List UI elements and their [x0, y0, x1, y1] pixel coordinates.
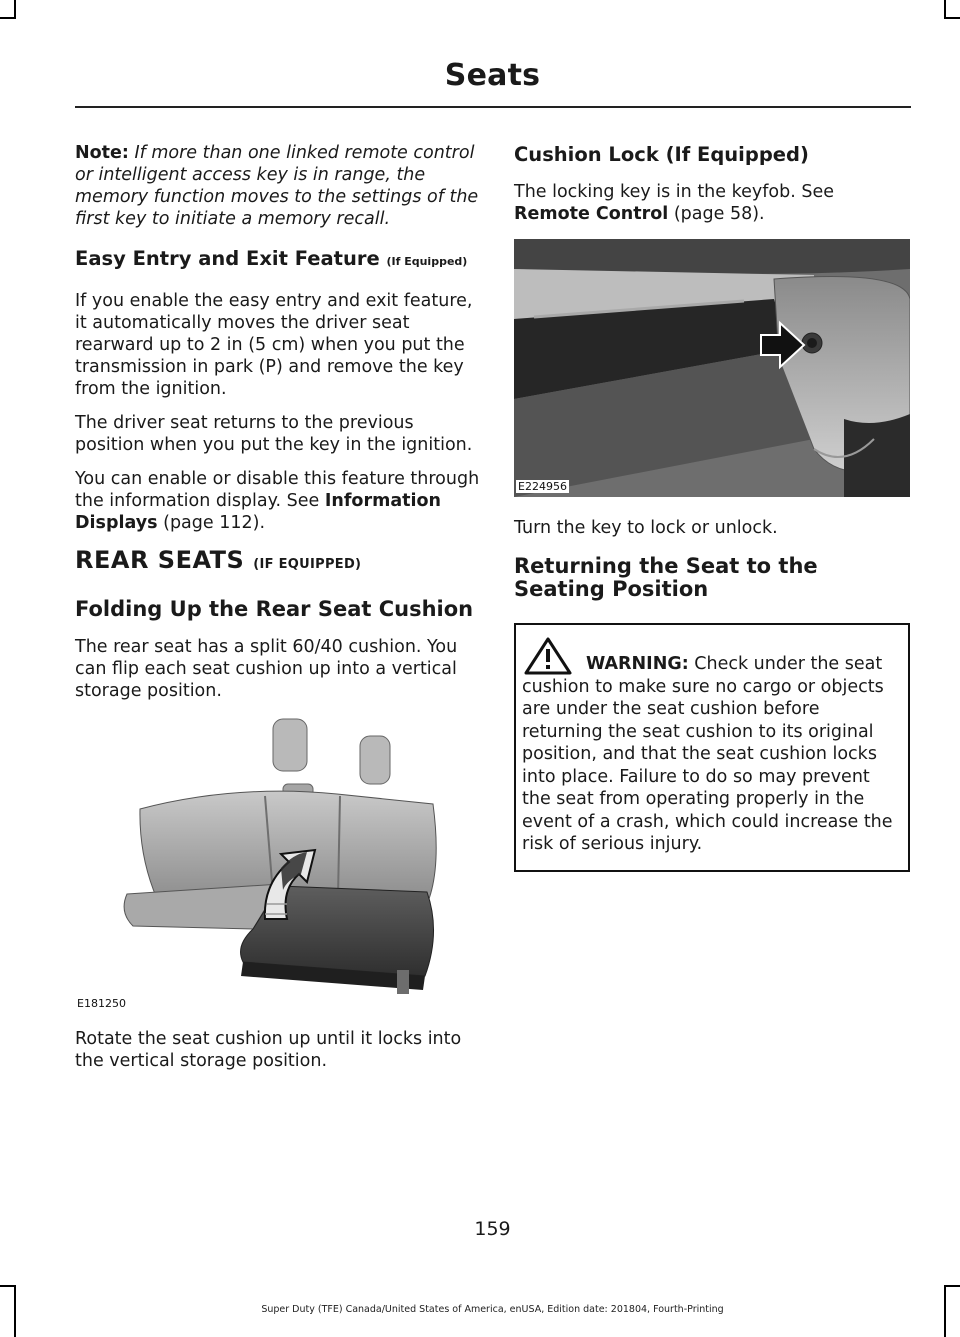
- information-displays-link[interactable]: Information Displays: [75, 491, 441, 533]
- right-column: [514, 142, 910, 872]
- cushion-lock-heading: Cushion Lock (If Equipped): [514, 143, 809, 166]
- rear-seats-heading-text: REAR SEATS: [75, 546, 245, 574]
- para3-text: You can enable or disable this feature through the information display. See: [75, 469, 480, 511]
- para3-page-ref: (page 112).: [157, 513, 266, 533]
- easy-entry-para-1: If you enable the easy entry and exit feature, it automatically moves the driver seat rearward up to 2 in (5 cm) when you put the transmission in park (P) and remove the key from the ignition.: [75, 291, 473, 399]
- cushion-lock-figure: [514, 239, 910, 497]
- header-rule: [75, 106, 911, 108]
- rear-seat-figure: [75, 714, 480, 1014]
- page-footer: Super Duty (TFE) Canada/United States of America, enUSA, Edition date: 201804, Fourth-Printing: [261, 1304, 724, 1315]
- crop-mark: [944, 1285, 960, 1287]
- figure-code: E181250: [77, 997, 126, 1010]
- folding-heading: Folding Up the Rear Seat Cushion: [75, 597, 474, 621]
- folding-para: The rear seat has a split 60/40 cushion. You can flip each seat cushion up into a vertical storage position.: [75, 637, 458, 701]
- rear-seats-suffix: (IF EQUIPPED): [253, 557, 362, 572]
- warning-icon: [522, 637, 586, 675]
- rotate-para: Rotate the seat cushion up until it locks into the vertical storage position.: [75, 1029, 462, 1071]
- easy-entry-para-3: [75, 468, 480, 534]
- turn-para: Turn the key to lock or unlock.: [514, 518, 778, 538]
- crop-mark: [944, 0, 946, 18]
- warning-label: WARNING:: [586, 654, 689, 674]
- lock-para: [514, 181, 910, 225]
- rear-seat-illustration: [75, 714, 480, 1014]
- page-number: 159: [474, 1218, 511, 1240]
- page-header-title: Seats: [444, 58, 541, 93]
- note-text: If more than one linked remote control or intelligent access key is in range, the memory function moves to the settings of the first key to initiate a memory recall.: [75, 143, 479, 229]
- note-label: Note:: [75, 143, 129, 163]
- remote-control-link[interactable]: Remote Control: [514, 204, 669, 224]
- easy-entry-para-2: The driver seat returns to the previous position when you put the key in the ignition.: [75, 413, 473, 455]
- crop-mark: [944, 17, 960, 19]
- crop-mark: [0, 17, 16, 19]
- left-column: [75, 142, 480, 1084]
- warning-text: Check under the seat cushion to make sure no cargo or objects are under the seat cushion before returning the seat cushion to its original position, and that the seat cushion locks into place. Failure to do so may prevent the seat from operating properly in the event of a crash, which could increase the risk of serious injury.: [522, 654, 893, 854]
- warning-box: [514, 623, 910, 872]
- returning-heading: Returning the Seat to the Seating Position: [514, 554, 818, 601]
- easy-entry-suffix: (If Equipped): [386, 255, 468, 268]
- crop-mark: [0, 1285, 16, 1287]
- easy-entry-heading-text: Easy Entry and Exit Feature: [75, 247, 380, 270]
- cushion-lock-illustration: [514, 239, 910, 497]
- lock-page-ref: (page 58).: [668, 204, 765, 224]
- lock-para-text: The locking key is in the keyfob. See: [514, 182, 834, 202]
- memory-note: [75, 142, 480, 230]
- rear-seats-heading: [75, 546, 480, 579]
- crop-mark: [14, 0, 16, 18]
- easy-entry-heading: [75, 246, 480, 275]
- figure-code: E224956: [518, 480, 567, 493]
